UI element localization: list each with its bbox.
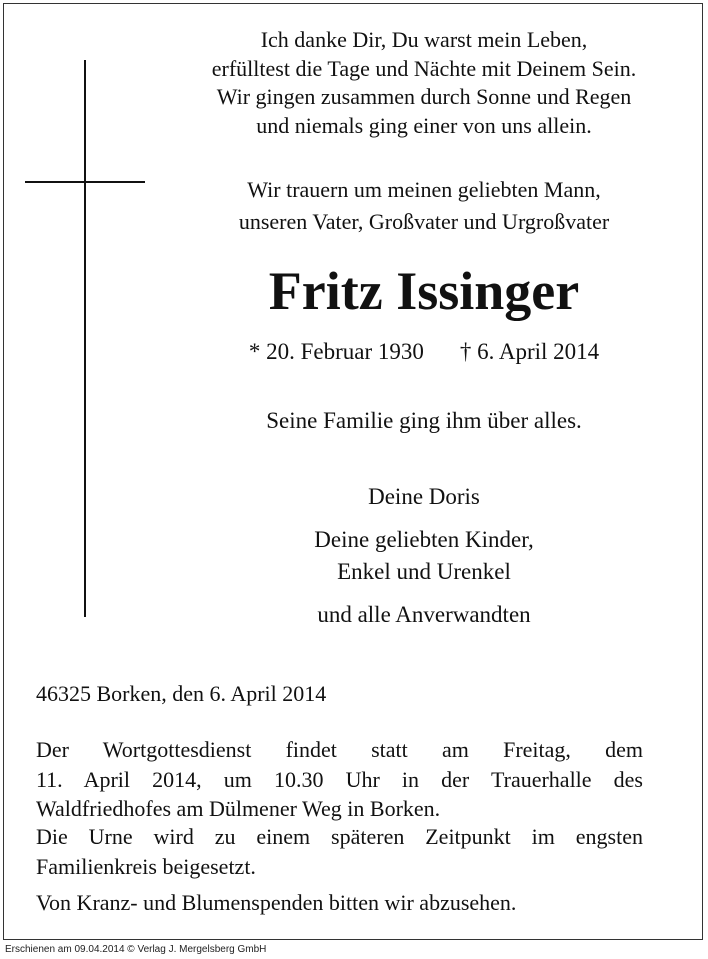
- signature-spouse: Deine Doris: [368, 484, 480, 509]
- signature-line: Deine geliebten Kinder,: [314, 527, 534, 552]
- signature-line: Enkel und Urenkel: [337, 559, 511, 584]
- service-line: 11. April 2014, um 10.30 Uhr in der Trauerhalle des: [36, 766, 643, 792]
- service-line: Der Wortgottesdienst findet statt am Freitag, dem: [36, 737, 643, 762]
- obituary-frame: [3, 3, 703, 940]
- intro-line: unseren Vater, Großvater und Urgroßvater: [238, 209, 610, 234]
- motto: Seine Familie ging ihm über alles.: [266, 408, 582, 433]
- poem-line: erfülltest die Tage und Nächte mit Deinem Sein.: [211, 55, 637, 81]
- service-text: [36, 735, 643, 824]
- urn-line: Die Urne wird zu einem späteren Zeitpunkt im engsten: [36, 824, 643, 849]
- intro-line: Wir trauern um meinen geliebten Mann,: [247, 177, 601, 202]
- flowers-text: Von Kranz- und Blumenspenden bitten wir abzusehen.: [36, 890, 517, 915]
- poem-line: Ich danke Dir, Du warst mein Leben,: [260, 27, 588, 52]
- deceased-name: Fritz Issinger: [268, 261, 580, 321]
- urn-text: [36, 822, 643, 881]
- life-dates: [184, 337, 664, 367]
- death-date: † 6. April 2014: [459, 339, 600, 364]
- cross-icon-horizontal: [25, 181, 145, 183]
- signature-children: [184, 524, 664, 588]
- poem-line: und niemals ging einer von uns allein.: [256, 112, 592, 138]
- urn-line: Familienkreis beigesetzt.: [36, 853, 256, 879]
- publication-footer: Erschienen am 09.04.2014 © Verlag J. Mergelsberg GmbH: [5, 944, 267, 955]
- signature-relatives: und alle Anverwandten: [317, 602, 531, 627]
- service-line: Waldfriedhofes am Dülmener Weg in Borken.: [36, 796, 441, 821]
- birth-date: * 20. Februar 1930: [248, 339, 424, 364]
- cross-icon-vertical: [84, 60, 86, 617]
- place-date: 46325 Borken, den 6. April 2014: [36, 681, 327, 706]
- poem-line: Wir gingen zusammen durch Sonne und Regen: [216, 84, 632, 109]
- mourning-intro: [184, 174, 664, 238]
- poem: [184, 26, 664, 140]
